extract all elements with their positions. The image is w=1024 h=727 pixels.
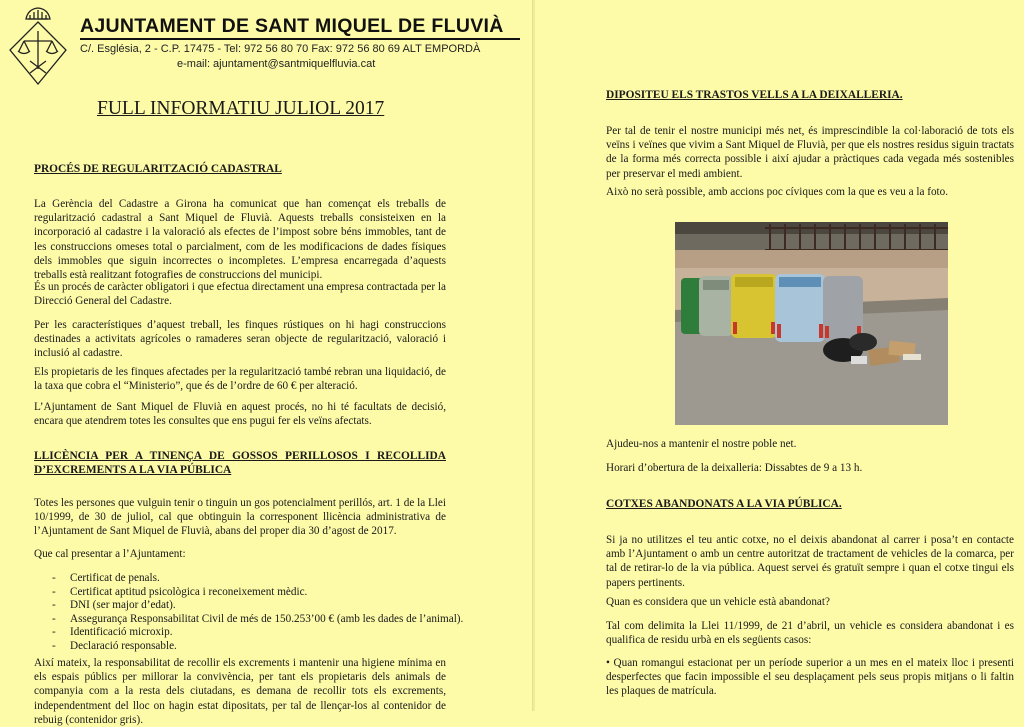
waste-paragraph-3: Ajudeu-nos a mantenir el nostre poble net.: [606, 438, 797, 450]
photo-illustration: [675, 222, 948, 425]
cadastre-paragraph-2: És un procés de caràcter obligatori i que efectua directament una empresa contractada per la Direcció General del Cadastre.: [34, 281, 446, 308]
list-item: - Assegurança Responsabilitat Civil de més de 150.253’00 € (amb les dades de l’animal).: [52, 613, 463, 627]
organization-email: e-mail: ajuntament@santmiquelfluvia.cat: [177, 58, 376, 70]
cars-question: Quan es considera que un vehicle està abandonat?: [606, 596, 830, 608]
list-item: - DNI (ser major d’edat).: [52, 599, 463, 613]
list-item: - Declaració responsable.: [52, 640, 463, 654]
document-title: FULL INFORMATIU JULIOL 2017: [97, 98, 385, 119]
dogs-paragraph-3: Així mateix, la responsabilitat de recollir els excrements i mantenir una higiene mínima en els espais públics per millorar la convivència, per tant els propietaris dels animals de companyia com a la resta dels ciutadans, es demana de recollir tots els excrements, independentment del lloc on hagin estat dipositats, per tal de llençar-los al contenidor de rebuig (contenidor gris).: [34, 657, 446, 726]
dogs-requirements-intro: Que cal presentar a l’Ajuntament:: [34, 548, 186, 560]
cars-paragraph-3: Tal com delimita la Llei 11/1999, de 21 d’abril, un vehicle es considera abandonat i es qualifica de residu urbà en els següents casos:: [606, 620, 1014, 647]
cadastre-paragraph-1: La Gerència del Cadastre a Girona ha comunicat que han començat els treballs de regularització cadastral a Sant Miquel de Fluvià. Aquests treballs consisteixen en la incorporació al cadastre i la valoració als efectes de l’impost sobre béns immobles, tant de les construccions omeses total o parcialment, com de les modificacions de dades físiques dels immobles que siguin incorrectes o incompletes. L’empresa encarregada d’aquests treballs està realitzant fotografies de construccions del municipi.: [34, 198, 446, 282]
municipal-crest-icon: [6, 3, 70, 87]
cars-heading: COTXES ABANDONATS A LA VIA PÚBLICA.: [606, 498, 842, 510]
list-item: - Identificació microxip.: [52, 626, 463, 640]
header-rule: [80, 38, 520, 40]
waste-schedule: Horari d’obertura de la deixalleria: Dissabtes de 9 a 13 h.: [606, 462, 863, 474]
right-page: [535, 0, 1024, 711]
cadastre-paragraph-4: Els propietaris de les finques afectades per la regularització també rebran una liquidació, de la taxa que cobra el “Ministerio”, que és de l’ordre de 60 € per alteració.: [34, 366, 446, 393]
organization-address: C/. Església, 2 - C.P. 17475 - Tel: 972 56 80 70 Fax: 972 56 80 69 ALT EMPORDÀ: [80, 43, 481, 55]
organization-name: AJUNTAMENT DE SANT MIQUEL DE FLUVIÀ: [80, 15, 504, 37]
waste-paragraph-2: Això no serà possible, amb accions poc cíviques com la que es veu a la foto.: [606, 186, 949, 198]
cars-paragraph-1: Si ja no utilitzes el teu antic cotxe, no el deixis abandonat al carrer i posa’t en contacte amb l’Ajuntament o amb un centre autoritzat de tractament de vehicles de la comarca, per tal de retirar-lo de la via pública. Aquest servei és gratuït sempre i quan el cotxe tingui els papers pertinents.: [606, 534, 1014, 589]
dogs-heading: [34, 450, 446, 478]
cadastre-paragraph-5: L’Ajuntament de Sant Miquel de Fluvià en aquest procés, no hi té facultats de decisió, encara que atendrem totes les consultes que ens pugui fer els veïns afectats.: [34, 401, 446, 428]
dogs-heading-line-1: LLICÈNCIA PER A TINENÇA DE GOSSOS PERILLOSOS I RECOLLIDA: [34, 450, 446, 462]
waste-containers-photo: [675, 222, 948, 425]
cadastre-paragraph-3: Per les característiques d’aquest treball, les finques rústiques on hi hagi construccions destinades a activitats agrícoles o ramaderes seran objecte de regularització, valoració i inclusió al cadastre.: [34, 319, 446, 360]
cadastre-heading: PROCÉS DE REGULARITZACIÓ CADASTRAL: [34, 163, 282, 175]
dogs-heading-line-2: D’EXCREMENTS A LA VIA PÚBLICA: [34, 463, 232, 476]
waste-heading: DIPOSITEU ELS TRASTOS VELLS A LA DEIXALLERIA.: [606, 89, 903, 101]
waste-paragraph-1: Per tal de tenir el nostre municipi més net, és imprescindible la col·laboració de tots els veïns i veïnes que vivim a Sant Miquel de Fluvià, per que els nostres residus siguin tractats de la forma més correcta possible i així ajudar a pràctiques cada vegada més sostenibles per preservar el medi ambient.: [606, 125, 1014, 180]
list-item: - Certificat aptitud psicològica i reconeixement mèdic.: [52, 586, 463, 600]
dogs-requirements-list: [52, 572, 463, 654]
cars-paragraph-4: • Quan romangui estacionat per un període superior a un mes en el mateix lloc i presenti desperfectes que facin impossible el seu desplaçament pels seus propis mitjans o li faltin les plaques de matrícula.: [606, 657, 1014, 698]
list-item: - Certificat de penals.: [52, 572, 463, 586]
dogs-paragraph-1: Totes les persones que vulguin tenir o tinguin un gos potencialment perillós, art. 1 de la Llei 10/1999, de 30 de juliol, cal que obtinguin la corresponent llicència administrativa de l’Ajuntament de Sant Miquel de Fluvià, abans del proper dia 30 d’agost de 2017.: [34, 497, 446, 538]
